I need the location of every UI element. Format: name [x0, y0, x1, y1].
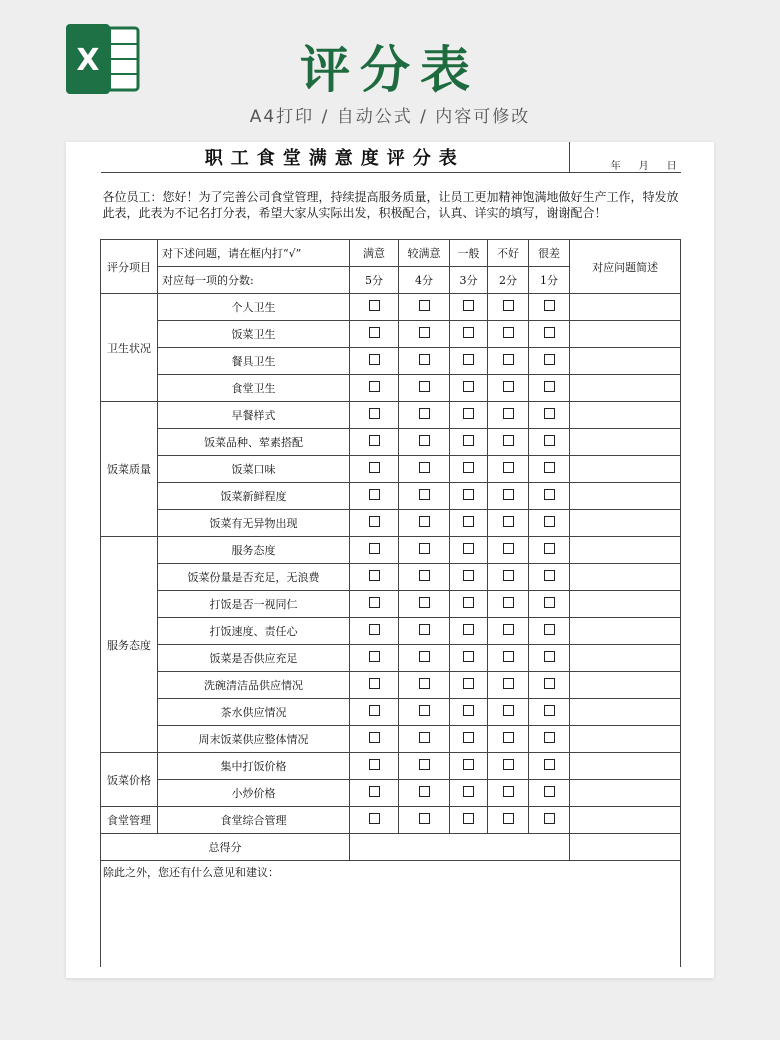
checkbox-icon[interactable] — [419, 462, 430, 473]
rating-cell — [450, 294, 488, 321]
level-label: 一般 — [450, 240, 488, 267]
checkbox-icon[interactable] — [544, 543, 555, 554]
rating-cell — [488, 564, 529, 591]
rating-cell — [399, 672, 450, 699]
checkbox-icon[interactable] — [419, 489, 430, 500]
rating-cell — [450, 591, 488, 618]
rating-cell — [529, 645, 570, 672]
checkbox-icon[interactable] — [544, 300, 555, 311]
score-label: 2分 — [488, 267, 529, 294]
rating-cell — [450, 753, 488, 780]
rating-cell — [350, 645, 399, 672]
col-header-desc: 对应问题简述 — [570, 240, 681, 294]
rating-cell — [529, 294, 570, 321]
rating-cell — [350, 537, 399, 564]
checkbox-icon[interactable] — [544, 678, 555, 689]
rating-cell — [399, 726, 450, 753]
table-row — [101, 753, 681, 780]
description-input[interactable] — [570, 780, 681, 807]
checkbox-icon[interactable] — [463, 516, 474, 527]
description-input[interactable] — [570, 483, 681, 510]
checkbox-icon[interactable] — [544, 570, 555, 581]
checkbox-icon[interactable] — [503, 435, 514, 446]
rating-cell — [350, 375, 399, 402]
checkbox-icon[interactable] — [463, 327, 474, 338]
rating-cell — [350, 321, 399, 348]
level-label: 不好 — [488, 240, 529, 267]
checkbox-icon[interactable] — [503, 705, 514, 716]
checkbox-icon[interactable] — [369, 678, 380, 689]
rating-cell — [488, 321, 529, 348]
checkbox-icon[interactable] — [463, 786, 474, 797]
checkbox-icon[interactable] — [419, 354, 430, 365]
checkbox-icon[interactable] — [503, 543, 514, 554]
description-input[interactable] — [570, 564, 681, 591]
checkbox-icon[interactable] — [369, 354, 380, 365]
rating-cell — [450, 645, 488, 672]
checkbox-icon[interactable] — [503, 759, 514, 770]
rating-cell — [399, 537, 450, 564]
score-label: 1分 — [529, 267, 570, 294]
description-input[interactable] — [570, 375, 681, 402]
table-row — [101, 429, 681, 456]
rating-cell — [488, 510, 529, 537]
page-title: 评分表 — [300, 41, 480, 99]
table-row — [101, 645, 681, 672]
level-label: 满意 — [350, 240, 399, 267]
table-row — [101, 618, 681, 645]
item-label: 食堂卫生 — [158, 375, 350, 402]
table-row — [101, 672, 681, 699]
checkbox-icon[interactable] — [419, 651, 430, 662]
rating-cell — [488, 753, 529, 780]
total-label: 总得分 — [101, 834, 350, 861]
checkbox-icon[interactable] — [369, 327, 380, 338]
checkbox-icon[interactable] — [544, 786, 555, 797]
checkbox-icon[interactable] — [544, 516, 555, 527]
rating-cell — [399, 510, 450, 537]
checkbox-icon[interactable] — [503, 462, 514, 473]
checkbox-icon[interactable] — [463, 678, 474, 689]
description-input[interactable] — [570, 429, 681, 456]
checkbox-icon[interactable] — [544, 624, 555, 635]
checkbox-icon[interactable] — [419, 759, 430, 770]
rating-cell — [488, 483, 529, 510]
checkbox-icon[interactable] — [544, 759, 555, 770]
rating-cell — [529, 807, 570, 834]
item-label: 打饭是否一视同仁 — [158, 591, 350, 618]
rating-cell — [399, 429, 450, 456]
rating-cell — [488, 591, 529, 618]
checkbox-icon[interactable] — [419, 327, 430, 338]
description-input[interactable] — [570, 726, 681, 753]
checkbox-icon[interactable] — [503, 489, 514, 500]
col-header-item: 评分项目 — [101, 240, 158, 294]
category-label: 饭菜价格 — [101, 753, 158, 807]
checkbox-icon[interactable] — [503, 354, 514, 365]
checkbox-icon[interactable] — [544, 435, 555, 446]
description-input[interactable] — [570, 456, 681, 483]
total-note-field[interactable] — [570, 834, 681, 861]
table-row — [101, 726, 681, 753]
checkbox-icon[interactable] — [369, 651, 380, 662]
item-label: 打饭速度、责任心 — [158, 618, 350, 645]
rating-cell — [350, 402, 399, 429]
checkbox-icon[interactable] — [463, 597, 474, 608]
rating-cell — [350, 591, 399, 618]
checkbox-icon[interactable] — [369, 624, 380, 635]
checkbox-icon[interactable] — [419, 678, 430, 689]
rating-cell — [450, 375, 488, 402]
header — [0, 0, 780, 140]
rating-cell — [399, 780, 450, 807]
rating-cell — [488, 645, 529, 672]
checkbox-icon[interactable] — [463, 435, 474, 446]
category-label: 饭菜质量 — [101, 402, 158, 537]
checkbox-icon[interactable] — [419, 786, 430, 797]
rating-cell — [350, 753, 399, 780]
rating-cell — [350, 618, 399, 645]
checkbox-icon[interactable] — [544, 732, 555, 743]
rating-cell — [350, 726, 399, 753]
date-month: 月 — [638, 161, 649, 172]
checkbox-icon[interactable] — [503, 408, 514, 419]
rating-cell — [529, 699, 570, 726]
checkbox-icon[interactable] — [503, 624, 514, 635]
score-label: 3分 — [450, 267, 488, 294]
checkbox-icon[interactable] — [369, 489, 380, 500]
rating-cell — [350, 456, 399, 483]
item-label: 餐具卫生 — [158, 348, 350, 375]
checkbox-icon[interactable] — [503, 732, 514, 743]
rating-cell — [488, 672, 529, 699]
rating-cell — [350, 807, 399, 834]
checkbox-icon[interactable] — [369, 516, 380, 527]
checkbox-icon[interactable] — [463, 732, 474, 743]
rating-cell — [529, 618, 570, 645]
rating-cell — [350, 564, 399, 591]
item-label: 饭菜口味 — [158, 456, 350, 483]
description-input[interactable] — [570, 753, 681, 780]
rating-cell — [450, 699, 488, 726]
checkbox-icon[interactable] — [463, 651, 474, 662]
checkbox-icon[interactable] — [544, 381, 555, 392]
checkbox-icon[interactable] — [369, 759, 380, 770]
rating-cell — [399, 699, 450, 726]
rating-cell — [450, 618, 488, 645]
rating-cell — [450, 456, 488, 483]
rating-cell — [488, 699, 529, 726]
rating-cell — [529, 321, 570, 348]
checkbox-icon[interactable] — [369, 786, 380, 797]
rating-cell — [399, 591, 450, 618]
rating-cell — [529, 402, 570, 429]
score-hint: 对应每一项的分数: — [158, 267, 350, 294]
rating-cell — [529, 375, 570, 402]
checkbox-icon[interactable] — [463, 705, 474, 716]
description-input[interactable] — [570, 618, 681, 645]
checkbox-icon[interactable] — [463, 354, 474, 365]
rating-cell — [529, 429, 570, 456]
checkbox-icon[interactable] — [463, 570, 474, 581]
rating-cell — [399, 456, 450, 483]
rating-cell — [399, 348, 450, 375]
table-row — [101, 375, 681, 402]
rating-cell — [529, 780, 570, 807]
rating-cell — [450, 348, 488, 375]
rating-cell — [488, 726, 529, 753]
checkbox-icon[interactable] — [419, 705, 430, 716]
checkbox-icon[interactable] — [503, 327, 514, 338]
rating-cell — [399, 564, 450, 591]
rating-cell — [450, 780, 488, 807]
rating-cell — [529, 510, 570, 537]
checkbox-icon[interactable] — [544, 597, 555, 608]
checkbox-icon[interactable] — [544, 408, 555, 419]
table-row — [101, 780, 681, 807]
description-input[interactable] — [570, 321, 681, 348]
checkbox-icon[interactable] — [503, 813, 514, 824]
rating-cell — [488, 348, 529, 375]
item-label: 饭菜份量是否充足，无浪费 — [158, 564, 350, 591]
checkbox-icon[interactable] — [419, 516, 430, 527]
rating-cell — [350, 510, 399, 537]
intro-text: 各位员工：您好！为了完善公司食堂管理，持续提高服务质量，让员工更加精神饱满地做好生产工作，特发放此表，此表为不记名打分表，希望大家从实际出发，积极配合，认真、详实的填写，谢谢配合！ — [101, 173, 681, 240]
rating-cell — [350, 294, 399, 321]
rating-cell — [529, 591, 570, 618]
rating-cell — [488, 780, 529, 807]
description-input[interactable] — [570, 672, 681, 699]
rating-cell — [450, 510, 488, 537]
rating-cell — [529, 672, 570, 699]
score-label: 4分 — [399, 267, 450, 294]
rating-cell — [350, 483, 399, 510]
checkbox-icon[interactable] — [369, 462, 380, 473]
checkbox-icon[interactable] — [419, 300, 430, 311]
rating-cell — [399, 375, 450, 402]
checkbox-icon[interactable] — [503, 570, 514, 581]
rating-cell — [529, 537, 570, 564]
item-label: 服务态度 — [158, 537, 350, 564]
total-row — [101, 834, 681, 861]
table-row — [101, 456, 681, 483]
checkbox-icon[interactable] — [544, 813, 555, 824]
checkbox-icon[interactable] — [369, 570, 380, 581]
rating-cell — [399, 753, 450, 780]
score-label: 5分 — [350, 267, 399, 294]
rating-cell — [488, 294, 529, 321]
checkbox-icon[interactable] — [503, 381, 514, 392]
rating-cell — [399, 807, 450, 834]
checkbox-icon[interactable] — [544, 651, 555, 662]
date-field[interactable] — [570, 142, 681, 173]
rating-cell — [399, 321, 450, 348]
table-row — [101, 510, 681, 537]
rating-cell — [529, 753, 570, 780]
table-row — [101, 348, 681, 375]
description-input[interactable] — [570, 699, 681, 726]
checkbox-icon[interactable] — [369, 543, 380, 554]
rating-cell — [488, 375, 529, 402]
rating-cell — [450, 672, 488, 699]
rating-cell — [450, 726, 488, 753]
rating-cell — [450, 402, 488, 429]
rating-cell — [488, 402, 529, 429]
date-day: 日 — [666, 161, 677, 172]
checkbox-icon[interactable] — [503, 786, 514, 797]
form-title: 职工食堂满意度评分表 — [101, 142, 570, 173]
checkbox-icon[interactable] — [369, 300, 380, 311]
checkbox-icon[interactable] — [544, 489, 555, 500]
rating-cell — [350, 699, 399, 726]
rating-cell — [529, 564, 570, 591]
checkbox-icon[interactable] — [419, 597, 430, 608]
checkbox-icon[interactable] — [463, 759, 474, 770]
checkbox-icon[interactable] — [463, 489, 474, 500]
rating-cell — [450, 537, 488, 564]
rating-cell — [529, 483, 570, 510]
rating-cell — [450, 429, 488, 456]
checkbox-icon[interactable] — [419, 543, 430, 554]
checkbox-icon[interactable] — [463, 300, 474, 311]
checkbox-icon[interactable] — [369, 381, 380, 392]
category-label: 服务态度 — [101, 537, 158, 753]
description-input[interactable] — [570, 537, 681, 564]
table-row — [101, 294, 681, 321]
rating-cell — [350, 672, 399, 699]
table-row — [101, 402, 681, 429]
rating-cell — [399, 402, 450, 429]
rating-cell — [450, 483, 488, 510]
checkbox-icon[interactable] — [544, 327, 555, 338]
checkbox-icon[interactable] — [369, 597, 380, 608]
checkbox-icon[interactable] — [463, 462, 474, 473]
rating-cell — [529, 726, 570, 753]
item-label: 周末饭菜供应整体情况 — [158, 726, 350, 753]
checkbox-icon[interactable] — [544, 462, 555, 473]
rating-cell — [399, 618, 450, 645]
rating-cell — [488, 537, 529, 564]
item-label: 小炒价格 — [158, 780, 350, 807]
checkbox-icon[interactable] — [463, 813, 474, 824]
level-label: 较满意 — [399, 240, 450, 267]
checkbox-icon[interactable] — [369, 732, 380, 743]
page-subtitle: A4打印 / 自动公式 / 内容可修改 — [249, 107, 531, 127]
description-input[interactable] — [570, 645, 681, 672]
checkbox-icon[interactable] — [369, 435, 380, 446]
table-row — [101, 321, 681, 348]
item-label: 饭菜是否供应充足 — [158, 645, 350, 672]
rating-cell — [399, 645, 450, 672]
checkbox-icon[interactable] — [463, 408, 474, 419]
form-sheet — [66, 142, 714, 978]
description-input[interactable] — [570, 510, 681, 537]
checkbox-icon[interactable] — [419, 813, 430, 824]
date-year: 年 — [610, 161, 621, 172]
rating-cell — [350, 348, 399, 375]
table-row — [101, 564, 681, 591]
item-label: 食堂综合管理 — [158, 807, 350, 834]
item-label: 茶水供应情况 — [158, 699, 350, 726]
rating-cell — [450, 321, 488, 348]
rating-cell — [488, 618, 529, 645]
rating-cell — [529, 456, 570, 483]
description-input[interactable] — [570, 807, 681, 834]
table-row — [101, 537, 681, 564]
item-label: 个人卫生 — [158, 294, 350, 321]
svg-text:X: X — [76, 43, 100, 78]
item-label: 饭菜品种、荤素搭配 — [158, 429, 350, 456]
rating-table — [100, 142, 681, 967]
checkbox-icon[interactable] — [369, 408, 380, 419]
category-label: 卫生状况 — [101, 294, 158, 402]
checkbox-icon[interactable] — [503, 516, 514, 527]
rating-cell — [399, 294, 450, 321]
item-label: 集中打饭价格 — [158, 753, 350, 780]
checkbox-icon[interactable] — [463, 543, 474, 554]
checkbox-icon[interactable] — [503, 597, 514, 608]
checkbox-icon[interactable] — [369, 705, 380, 716]
rating-cell — [450, 564, 488, 591]
checkbox-icon[interactable] — [544, 705, 555, 716]
checkbox-icon[interactable] — [503, 300, 514, 311]
description-input[interactable] — [570, 402, 681, 429]
item-label: 早餐样式 — [158, 402, 350, 429]
suggestion-field[interactable]: 除此之外，您还有什么意见和建议： — [101, 861, 681, 968]
rating-cell — [350, 780, 399, 807]
checkbox-icon[interactable] — [419, 381, 430, 392]
rating-cell — [488, 456, 529, 483]
category-label: 食堂管理 — [101, 807, 158, 834]
checkbox-icon[interactable] — [463, 381, 474, 392]
rating-cell — [450, 807, 488, 834]
table-row — [101, 483, 681, 510]
rating-cell — [529, 348, 570, 375]
table-row — [101, 807, 681, 834]
checkbox-icon[interactable] — [463, 624, 474, 635]
checkbox-icon[interactable] — [419, 570, 430, 581]
instruction-text: 对下述问题，请在框内打“√” — [158, 240, 350, 267]
description-input[interactable] — [570, 294, 681, 321]
rating-cell — [488, 807, 529, 834]
item-label: 饭菜卫生 — [158, 321, 350, 348]
checkbox-icon[interactable] — [419, 435, 430, 446]
checkbox-icon[interactable] — [419, 624, 430, 635]
checkbox-icon[interactable] — [544, 354, 555, 365]
item-label: 洗碗清洁品供应情况 — [158, 672, 350, 699]
checkbox-icon[interactable] — [419, 408, 430, 419]
description-input[interactable] — [570, 591, 681, 618]
level-label: 很差 — [529, 240, 570, 267]
total-score-field[interactable] — [350, 834, 570, 861]
table-row — [101, 591, 681, 618]
description-input[interactable] — [570, 348, 681, 375]
suggestion-row — [101, 861, 681, 968]
checkbox-icon[interactable] — [369, 813, 380, 824]
item-label: 饭菜新鲜程度 — [158, 483, 350, 510]
checkbox-icon[interactable] — [503, 678, 514, 689]
item-label: 饭菜有无异物出现 — [158, 510, 350, 537]
rating-cell — [350, 429, 399, 456]
rating-cell — [488, 429, 529, 456]
checkbox-icon[interactable] — [503, 651, 514, 662]
table-row — [101, 699, 681, 726]
checkbox-icon[interactable] — [419, 732, 430, 743]
rating-cell — [399, 483, 450, 510]
